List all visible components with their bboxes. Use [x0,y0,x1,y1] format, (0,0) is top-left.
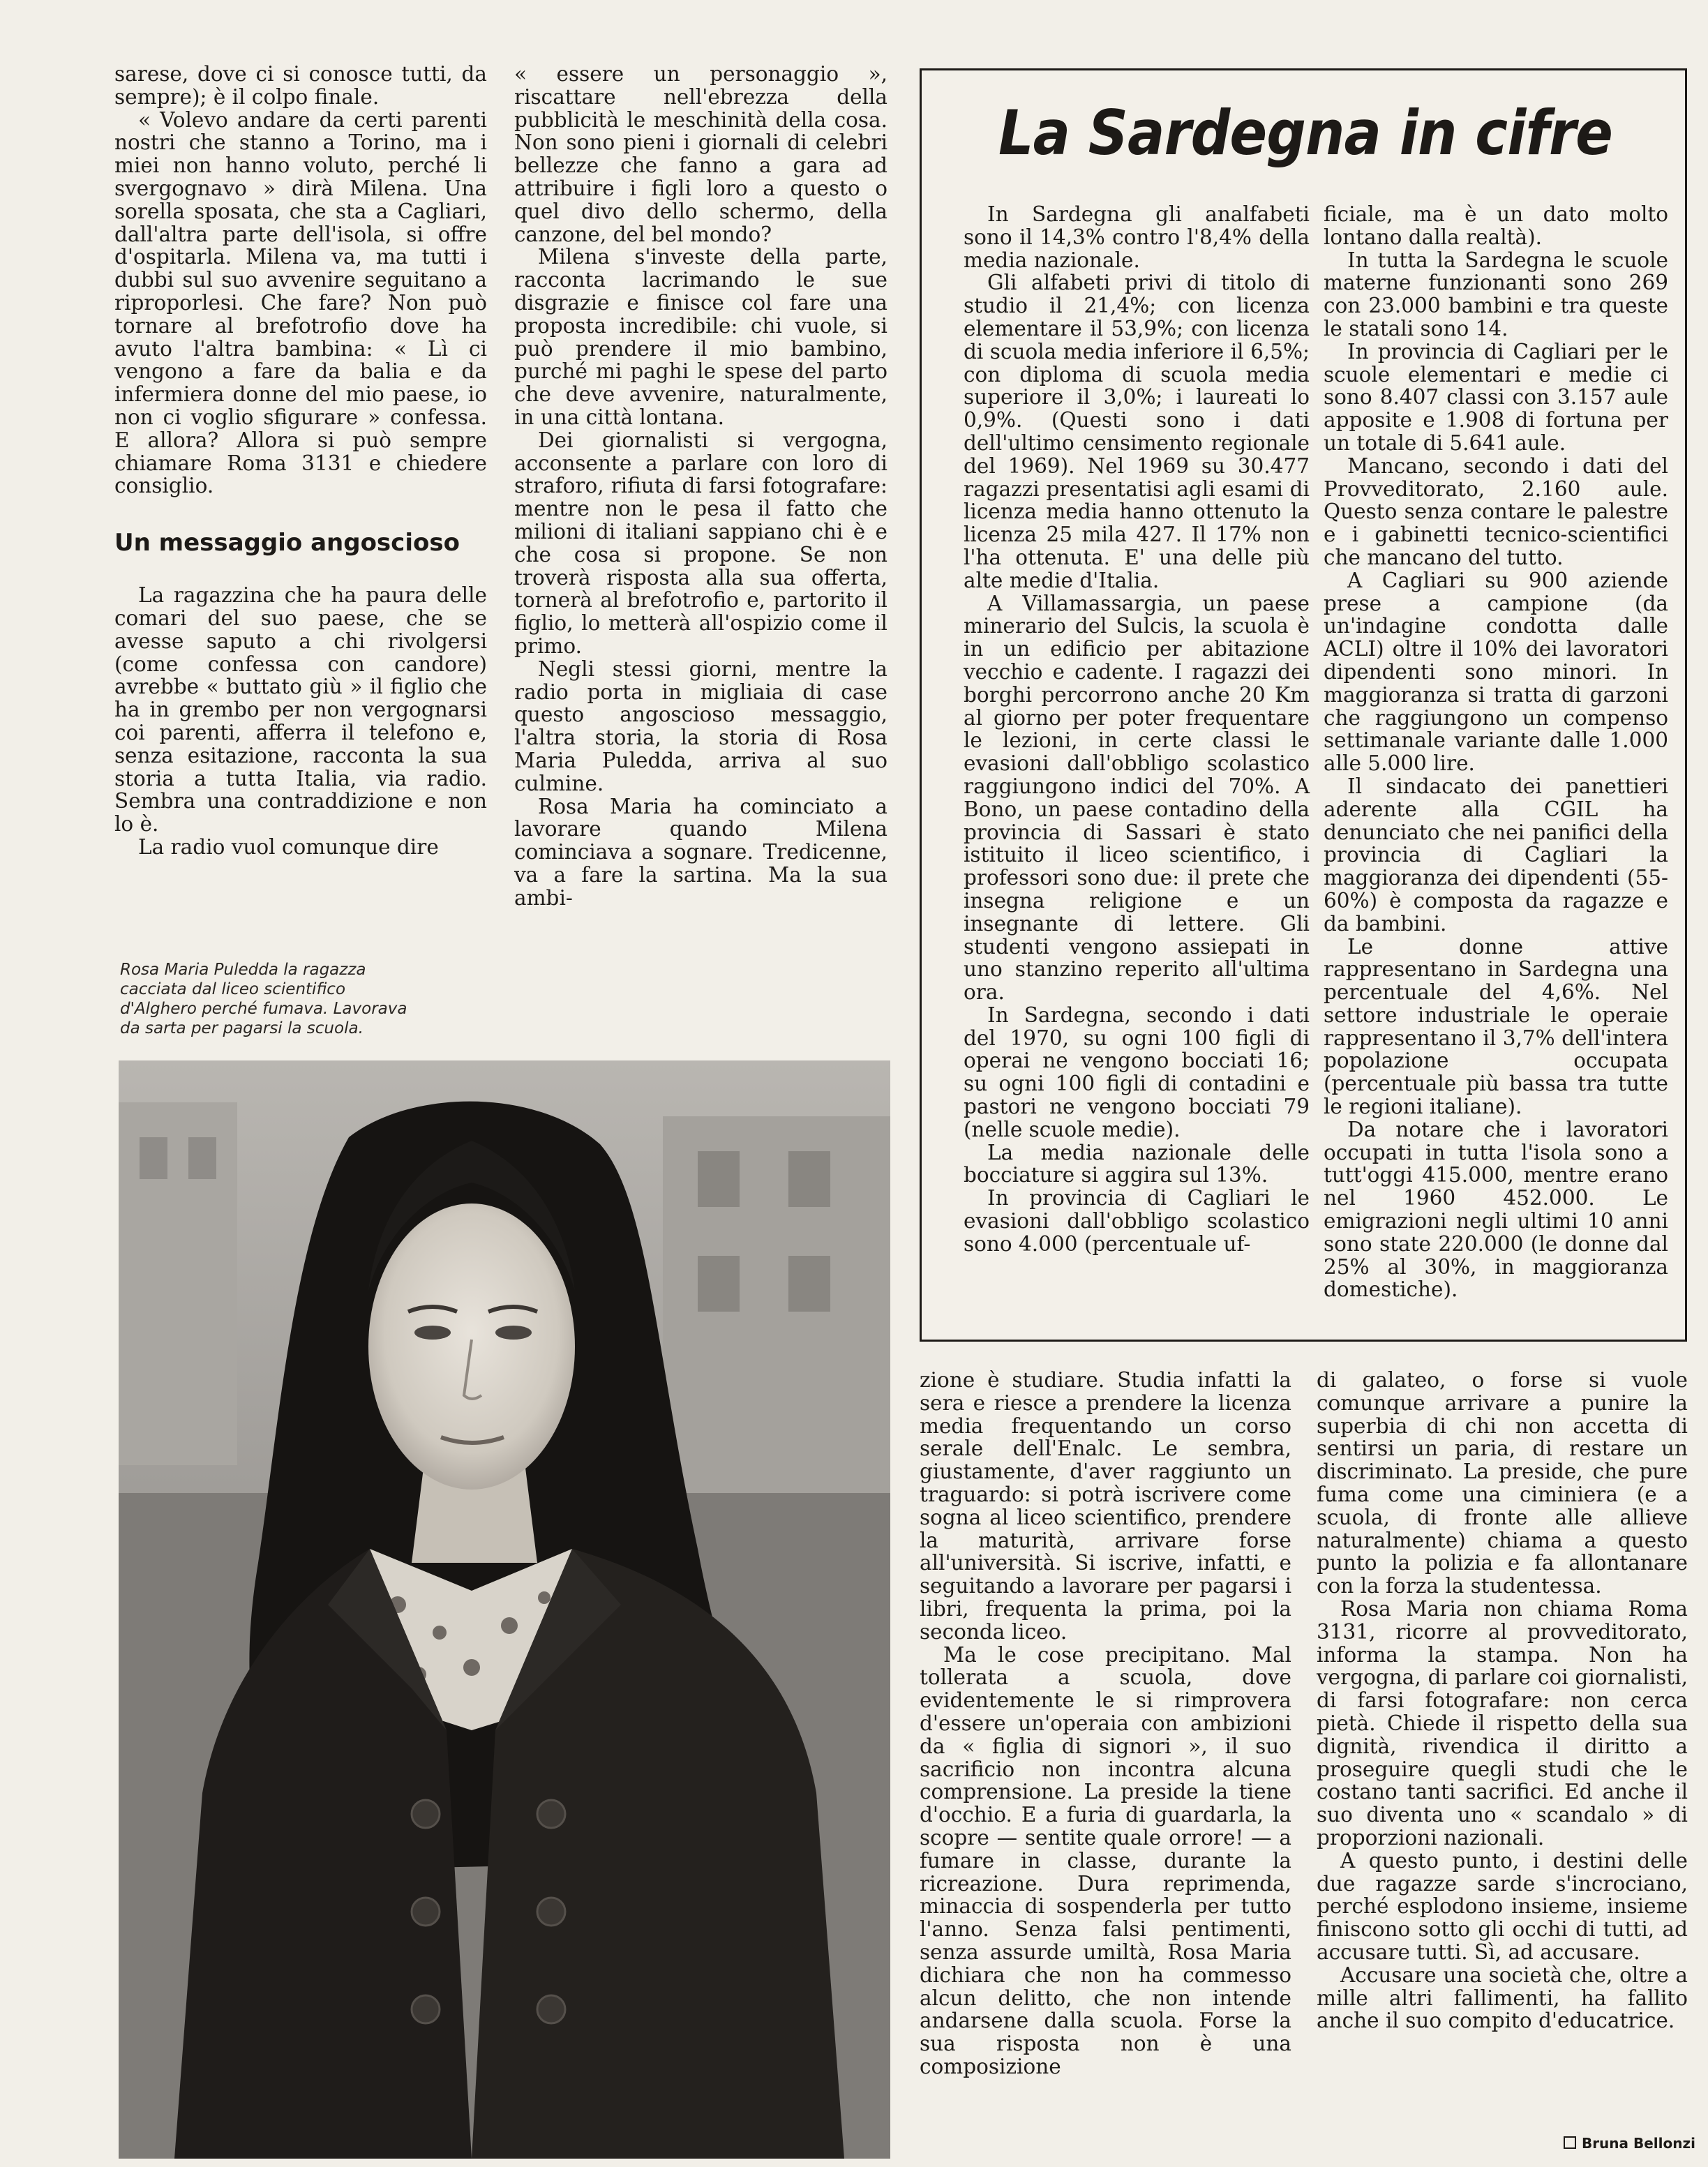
paragraph: Dei giornalisti si vergogna, acconsente a parlare con loro di straforo, rifiuta di farsi fotografare: mentre non le pesa il fatto che milioni di italiani sappiano chi è e che cosa si propone. Se non troverà risposta alla sua offerta, tornerà al brefotrofio e, partorito il figlio, lo metterà all'ospizio come il primo. [514,428,887,658]
portrait-illustration [119,1060,890,2159]
paragraph: zione è studiare. Studia infatti la sera e riesce a prendere la licenza media frequentando un corso serale dell'Enalc. Le sembra, giustamente, d'aver raggiunto un traguardo: si potrà iscrivere come sogna al liceo scientifico, prendere la maturità, arrivare forse all'università. Si iscrive, infatti, e seguitando a lavorare per pagarsi i libri, frequenta la prima, poi la seconda liceo. [920,1368,1291,1644]
paragraph: La radio vuol comunque dire [138,834,439,859]
paragraph: Il sindacato dei panettieri aderente alla CGIL ha denunciato che nei panifici della provincia di Cagliari la maggioranza dei dipendenti (55-60%) è composta da ragazze e da bambini. [1324,774,1668,936]
photo-caption: Rosa Maria Puledda la ragazza cacciata dal liceo scientifico d'Alghero perché fumava. Lavorava da sarta per pagarsi la scuola. [120,961,407,1037]
paragraph: sarese, dove ci si conosce tutti, da sempre); è il colpo finale. [114,62,487,109]
paragraph: Le donne attive rappresentano in Sardegna una percentuale del 4,6%. Nel settore industriale le operaie rappresentano il 3,7% dell'intera popolazione occupata (percentuale più bassa tra tutte le regioni italiane). [1324,934,1668,1119]
column-4 [1317,1369,1688,2032]
paragraph: Rosa Maria ha cominciato a lavorare quando Milena cominciava a sognare. Tredicenne, va a fare la sartina. Ma la sua ambi- [514,794,887,910]
paragraph: Ma le cose precipitano. Mal tollerata a scuola, dove evidentemente le si rimprovera d'essere un'operaia con ambizioni da « figlia di signori », il suo sacrificio non incontra alcuna comprensione. La preside la tiene d'occhio. E a furia di guardarla, la scopre — sentite quale orrore! — a fumare in classe, durante la ricreazione. Dura reprimenda, minaccia di sospenderla per tutto l'anno. Senza falsi pentimenti, senza assurde umiltà, Rosa Maria dichiara che non ha commesso alcun delitto, che non intende andarsene dalla scuola. Forse la sua risposta non è una composizione [920,1642,1291,2078]
column-3 [920,1369,1291,2078]
paragraph: ficiale, ma è un dato molto lontano dalla realtà). [1324,202,1668,249]
paragraph: Gli alfabeti privi di titolo di studio il 21,4%; con licenza elementare il 53,9%; con licenza di scuola media inferiore il 6,5%; con diploma di scuola media superiore il 3,0%; i laureati lo 0,9%. (Questi sono i dati dell'ultimo censimento regionale del 1969). Nel 1969 su 30.477 ragazzi presentatisi agli esami di licenza media hanno ottenuto la licenza 25 mila 427. Il 17% non l'ha ottenuta. E' una delle più alte medie d'Italia. [964,271,1310,592]
paragraph: Negli stessi giorni, mentre la radio porta in migliaia di case questo angoscioso messaggio, l'altra storia, la storia di Rosa Maria Puledda, arriva al suo culmine. [514,657,887,795]
paragraph: Rosa Maria non chiama Roma 3131, ricorre al provveditorato, informa la stampa. Non ha vergogna, di parlare coi giornalisti, di farsi fotografare: non cerca pietà. Chiede il rispetto della sua dignità, rivendica il diritto a proseguire quegli studi che le costano tanti sacrifici. Ed anche il suo diventa uno « scandalo » di proporzioni nazionali. [1317,1596,1688,1850]
paragraph: In Sardegna, secondo i dati del 1970, su ogni 100 figli di operai ne vengono bocciati 16; su ogni 100 figli di contadini e pastori ne vengono bocciati 79 (nelle scuole medie). [964,1003,1310,1141]
paragraph: In provincia di Cagliari per le scuole elementari e medie ci sono 8.407 classi con 3.157 aule apposite e 1.908 di fortuna per un totale di 5.641 aule. [1324,339,1668,455]
sidebar-box [920,68,1687,1342]
sidebar-title: La Sardegna in cifre [998,97,1612,169]
column-2 [514,63,887,909]
subheading: Un messaggio angoscioso [114,529,460,557]
paragraph: Da notare che i lavoratori occupati in tutta l'isola sono a tutt'oggi 415.000, mentre erano nel 1960 452.000. Le emigrazioni negli ultimi 10 anni sono state 220.000 (le donne dal 25% al 30%, in maggioranza domestiche). [1324,1117,1668,1302]
paragraph: In tutta la Sardegna le scuole materne funzionanti sono 269 con 23.000 bambini e tra queste le statali sono 14. [1324,248,1668,340]
sidebar-column-right [1324,203,1668,1301]
paragraph: A questo punto, i destini delle due ragazze sarde s'incrociano, perché esplodono insieme, insieme finiscono sotto gli occhi di tutti, ad accusare tutti. Sì, ad accusare. [1317,1848,1688,1964]
author-signature [1528,2135,1695,2152]
paragraph: A Cagliari su 900 aziende prese a campione (da un'indagine condotta dalle ACLI) oltre il 10% dei lavoratori dipendenti sono minori. In maggioranza si tratta di garzoni che raggiungono un compenso settimanale variante dalle 1.000 alle 5.000 lire. [1324,568,1668,776]
column-1 [114,63,487,859]
paragraph: In Sardegna gli analfabeti sono il 14,3% contro l'8,4% della media nazionale. [964,202,1310,272]
sidebar-column-left [964,203,1310,1256]
author-name: Bruna Bellonzi [1581,2135,1695,2152]
paragraph: In provincia di Cagliari le evasioni dall'obbligo scolastico sono 4.000 (percentuale uf- [964,1186,1310,1256]
paragraph: « Volevo andare da certi parenti nostri che stanno a Torino, ma i miei non hanno voluto, perché li svergognavo » dirà Milena. Una sorella sposata, che sta a Cagliari, dall'altra parte dell'isola, si offre d'ospitarla. Milena va, ma tutti i dubbi sul suo avvenire seguitano a riproporlesi. Che fare? Non può tornare al brefotrofio dove ha avuto l'altra bambina: « Lì ci vengono a fare da balia e da infermiera donne del mio paese, io non ci voglio sfigurare » confessa. E allora? Allora si può sempre chiamare Roma 3131 e chiedere consiglio. [114,107,487,498]
paragraph: Accusare una società che, oltre a mille altri fallimenti, ha fallito anche il suo compito d'educatrice. [1317,1963,1688,2033]
paragraph: di galateo, o forse si vuole comunque arrivare a punire la superbia di chi non accetta di sentirsi un paria, di restare un discriminato. La preside, che pure fuma come una ciminiera (e a scuola, di fronte alle allieve naturalmente) chiama a questo punto la polizia e fa allontanare con la forza la studentessa. [1317,1368,1688,1598]
paragraph: Milena s'investe della parte, racconta lacrimando le sue disgrazie e finisce col fare una proposta incredibile: chi vuole, si può prendere il mio bambino, purché mi paghi le spese del parto che deve avvenire, naturalmente, in una città lontana. [514,245,887,429]
portrait-photo [119,1060,890,2159]
paragraph: La media nazionale delle bocciature si aggira sul 13%. [964,1140,1310,1187]
end-mark-icon [1564,2136,1576,2149]
paragraph: A Villamassargia, un paese minerario del Sulcis, la scuola è in un edificio per abitazione vecchio e cadente. I ragazzi dei borghi percorrono anche 20 Km al giorno per poter frequentare le lezioni, in certe classi le evasioni dall'obbligo scolastico raggiungono indici del 70%. A Bono, un paese contadino della provincia di Sassari è stato istituito il liceo scientifico, i professori sono due: il prete che insegna religione e un insegnante di lettere. Gli studenti vengono assiepati in uno stanzino reperito all'ultima ora. [964,591,1310,1005]
paragraph: Mancano, secondo i dati del Provveditorato, 2.160 aule. Questo senza contare le palestre e i gabinetti tecnico-scientifici che mancano del tutto. [1324,453,1668,569]
paragraph: « essere un personaggio », riscattare nell'ebrezza della pubblicità le meschinità della cosa. Non sono pieni i giornali di celebri bellezze che fanno a gara ad attribuire i figli loro a questo o quel divo dello schermo, della canzone, del bel mondo? [514,62,887,246]
paragraph: La ragazzina che ha paura delle comari del suo paese, che se avesse saputo a chi rivolgersi (come confessa con candore) avrebbe « buttato giù » il figlio che ha in grembo per non vergognarsi coi parenti, afferra il telefono e, senza esitazione, racconta la sua storia a tutta Italia, via radio. Sembra una contraddizione e non lo è. [114,583,487,837]
